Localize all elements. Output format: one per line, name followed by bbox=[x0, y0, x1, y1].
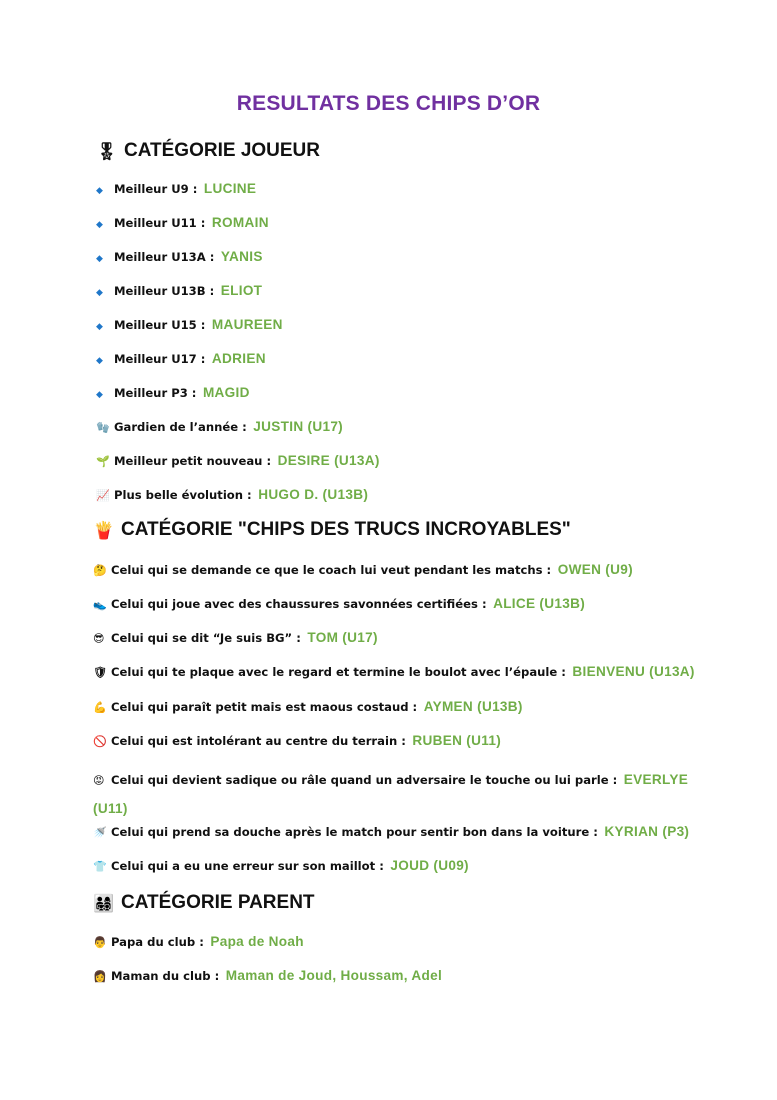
diamond-bullet-icon: ◆ bbox=[96, 219, 103, 229]
family-icon: 👨‍👩‍👧‍👦 bbox=[93, 894, 115, 913]
section-heading-text: CATÉGORIE "CHIPS DES TRUCS INCROYABLES" bbox=[121, 519, 571, 540]
list-item bbox=[93, 697, 523, 718]
list-item bbox=[93, 966, 442, 987]
item-winner: YANIS bbox=[220, 249, 263, 264]
item-label: Maman du club : bbox=[111, 969, 220, 983]
prohibited-icon: 🚫 bbox=[93, 736, 107, 748]
list-item bbox=[93, 932, 304, 953]
list-item bbox=[96, 247, 263, 268]
item-label: Celui qui se dit “Je suis BG” : bbox=[111, 631, 301, 645]
item-label: Celui qui prend sa douche après le match pour sentir bon dans la voiture : bbox=[111, 825, 598, 839]
item-label: Meilleur petit nouveau : bbox=[114, 454, 272, 468]
item-label: Gardien de l’année : bbox=[114, 420, 247, 434]
shield-icon: 🛡 bbox=[93, 667, 107, 679]
item-label: Papa du club : bbox=[111, 935, 204, 949]
list-item bbox=[93, 662, 695, 683]
item-label: Meilleur U13A : bbox=[114, 250, 215, 264]
shirt-icon: 👕 bbox=[93, 861, 107, 873]
item-label: Celui qui se demande ce que le coach lui veut pendant les matchs : bbox=[111, 563, 552, 577]
list-item bbox=[96, 315, 283, 336]
section-heading bbox=[93, 892, 315, 914]
chart-up-icon: 📈 bbox=[96, 490, 110, 502]
shoe-icon: 👟 bbox=[93, 599, 107, 611]
list-item bbox=[93, 856, 469, 877]
item-label: Celui qui joue avec des chaussures savonnées certifiées : bbox=[111, 597, 487, 611]
list-item bbox=[96, 281, 262, 302]
thinking-face-icon: 🤔 bbox=[93, 565, 107, 577]
item-winner: ADRIEN bbox=[211, 351, 266, 366]
medal-icon: 🎖 bbox=[96, 142, 118, 161]
list-item bbox=[93, 628, 378, 649]
item-winner: MAUREEN bbox=[211, 317, 283, 332]
section-heading-text: CATÉGORIE JOUEUR bbox=[124, 140, 321, 161]
item-label: Meilleur U13B : bbox=[114, 284, 215, 298]
list-item bbox=[93, 731, 501, 752]
item-winner: RUBEN (U11) bbox=[412, 733, 502, 748]
item-winner: BIENVENU (U13A) bbox=[572, 664, 695, 679]
section-heading bbox=[93, 519, 571, 541]
sunglasses-face-icon: 😎 bbox=[93, 633, 105, 645]
item-winner: ALICE (U13B) bbox=[493, 596, 586, 611]
diamond-bullet-icon: ◆ bbox=[96, 355, 103, 365]
seedling-icon: 🌱 bbox=[96, 456, 110, 468]
item-winner: JOUD (U09) bbox=[390, 858, 469, 873]
item-label: Celui qui te plaque avec le regard et termine le boulot avec l’épaule : bbox=[111, 665, 566, 679]
section-heading-text: CATÉGORIE PARENT bbox=[121, 892, 315, 913]
item-label: Meilleur U9 : bbox=[114, 182, 198, 196]
list-item bbox=[96, 417, 343, 438]
woman-icon: 👩 bbox=[93, 971, 107, 983]
page-title: RESULTATS DES CHIPS D’OR bbox=[236, 92, 541, 115]
list-item bbox=[96, 383, 250, 404]
diamond-bullet-icon: ◆ bbox=[96, 287, 103, 297]
item-label: Meilleur U15 : bbox=[114, 318, 206, 332]
man-icon: 👨 bbox=[93, 937, 107, 949]
section-heading bbox=[96, 140, 320, 162]
diamond-bullet-icon: ◆ bbox=[96, 185, 103, 195]
list-item bbox=[93, 594, 585, 615]
item-winner: EVERLYE (U11) bbox=[93, 772, 689, 816]
list-item bbox=[96, 179, 256, 200]
angry-face-icon: 😡 bbox=[93, 775, 105, 787]
diamond-bullet-icon: ◆ bbox=[96, 389, 103, 399]
list-item bbox=[96, 213, 269, 234]
glove-icon: 🧤 bbox=[96, 422, 110, 434]
flexed-arm-icon: 💪 bbox=[93, 702, 107, 714]
item-winner: TOM (U17) bbox=[307, 630, 378, 645]
item-winner: ELIOT bbox=[220, 283, 263, 298]
diamond-bullet-icon: ◆ bbox=[96, 253, 103, 263]
item-label: Plus belle évolution : bbox=[114, 488, 252, 502]
item-winner: LUCINE bbox=[203, 181, 257, 196]
list-item bbox=[96, 349, 266, 370]
list-item bbox=[96, 451, 380, 472]
item-winner: HUGO D. (U13B) bbox=[258, 487, 369, 502]
item-label: Meilleur U11 : bbox=[114, 216, 206, 230]
list-item bbox=[96, 485, 368, 506]
item-winner: DESIRE (U13A) bbox=[277, 453, 380, 468]
item-winner: Papa de Noah bbox=[210, 934, 304, 949]
item-label: Celui qui a eu une erreur sur son maillot : bbox=[111, 859, 384, 873]
item-label: Meilleur U17 : bbox=[114, 352, 206, 366]
item-winner: AYMEN (U13B) bbox=[423, 699, 523, 714]
item-label: Celui qui paraît petit mais est maous costaud : bbox=[111, 700, 418, 714]
list-item bbox=[93, 822, 689, 843]
diamond-bullet-icon: ◆ bbox=[96, 321, 103, 331]
list-item bbox=[93, 560, 633, 581]
item-winner: ROMAIN bbox=[211, 215, 269, 230]
item-label: Celui qui est intolérant au centre du terrain : bbox=[111, 734, 406, 748]
item-winner: JUSTIN (U17) bbox=[253, 419, 344, 434]
shower-icon: 🚿 bbox=[93, 827, 107, 839]
list-item bbox=[93, 766, 703, 823]
item-winner: KYRIAN (P3) bbox=[604, 824, 690, 839]
item-label: Meilleur P3 : bbox=[114, 386, 197, 400]
item-winner: OWEN (U9) bbox=[557, 562, 633, 577]
item-winner: Maman de Joud, Houssam, Adel bbox=[225, 968, 443, 983]
item-label: Celui qui devient sadique ou râle quand un adversaire le touche ou lui parle : bbox=[111, 773, 618, 787]
fries-icon: 🍟 bbox=[93, 521, 115, 540]
item-winner: MAGID bbox=[202, 385, 250, 400]
